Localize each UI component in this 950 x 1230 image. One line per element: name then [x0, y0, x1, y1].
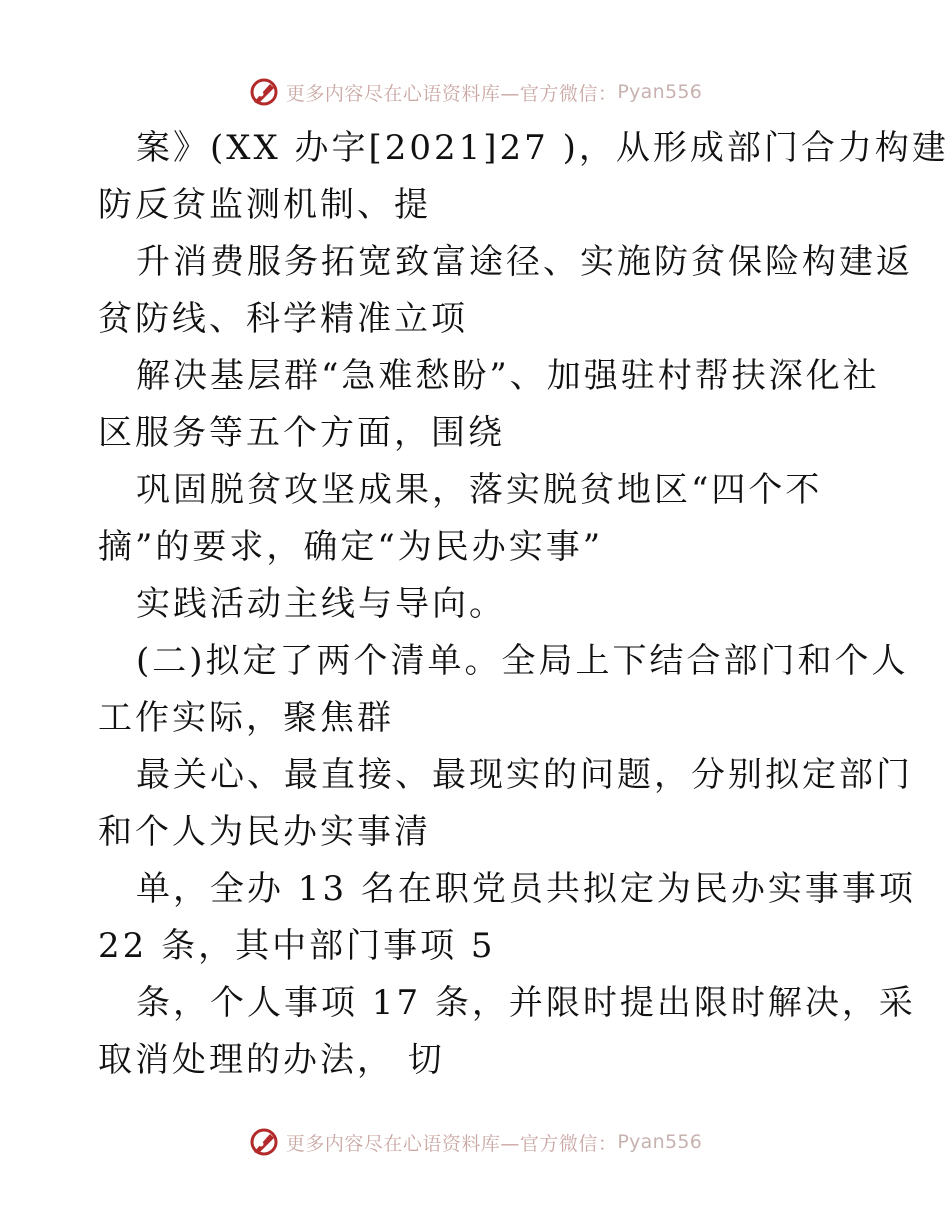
watermark-wechat-id: Pyan556	[617, 81, 703, 103]
pen-logo-icon	[248, 1126, 280, 1158]
text-line: 工作实际，聚焦群	[98, 698, 394, 738]
header-watermark	[0, 72, 950, 112]
text-line: 22 条，其中部门事项 5	[98, 926, 496, 966]
text-line: 和个人为民办实事清	[98, 812, 431, 852]
text-line: 实践活动主线与导向。	[136, 584, 506, 624]
watermark-wechat-id: Pyan556	[617, 1131, 703, 1153]
text-line: 升消费服务拓宽致富途径、实施防贫保险构建返	[136, 242, 913, 282]
pen-logo-icon	[248, 76, 280, 108]
text-line: 防反贫监测机制、提	[98, 185, 431, 225]
watermark-text: 更多内容尽在心语资料库—官方微信：	[285, 1132, 618, 1155]
text-line: 巩固脱贫攻坚成果，落实脱贫地区“四个不	[136, 470, 823, 510]
document-body	[98, 120, 949, 1089]
text-line: 贫防线、科学精准立项	[98, 299, 468, 339]
text-line: 解决基层群“急难愁盼”、加强驻村帮扶深化社	[136, 356, 880, 396]
text-line: 最关心、最直接、最现实的问题，分别拟定部门	[136, 755, 913, 795]
text-line: 案》(XX 办字[2021]27 )，从形成部门合力构建	[136, 128, 949, 168]
text-line: 取消处理的办法， 切	[98, 1040, 445, 1080]
watermark-text: 更多内容尽在心语资料库—官方微信：	[285, 82, 618, 105]
text-line: (二)拟定了两个清单。全局上下结合部门和个人	[136, 641, 909, 681]
footer-watermark	[0, 1122, 950, 1162]
text-line: 区服务等五个方面，围绕	[98, 413, 505, 453]
text-line: 摘”的要求，确定“为民办实事”	[98, 527, 604, 567]
text-line: 条，个人事项 17 条，并限时提出限时解决，采	[136, 983, 916, 1023]
text-line: 单，全办 13 名在职党员共拟定为民办实事事项	[136, 869, 916, 909]
